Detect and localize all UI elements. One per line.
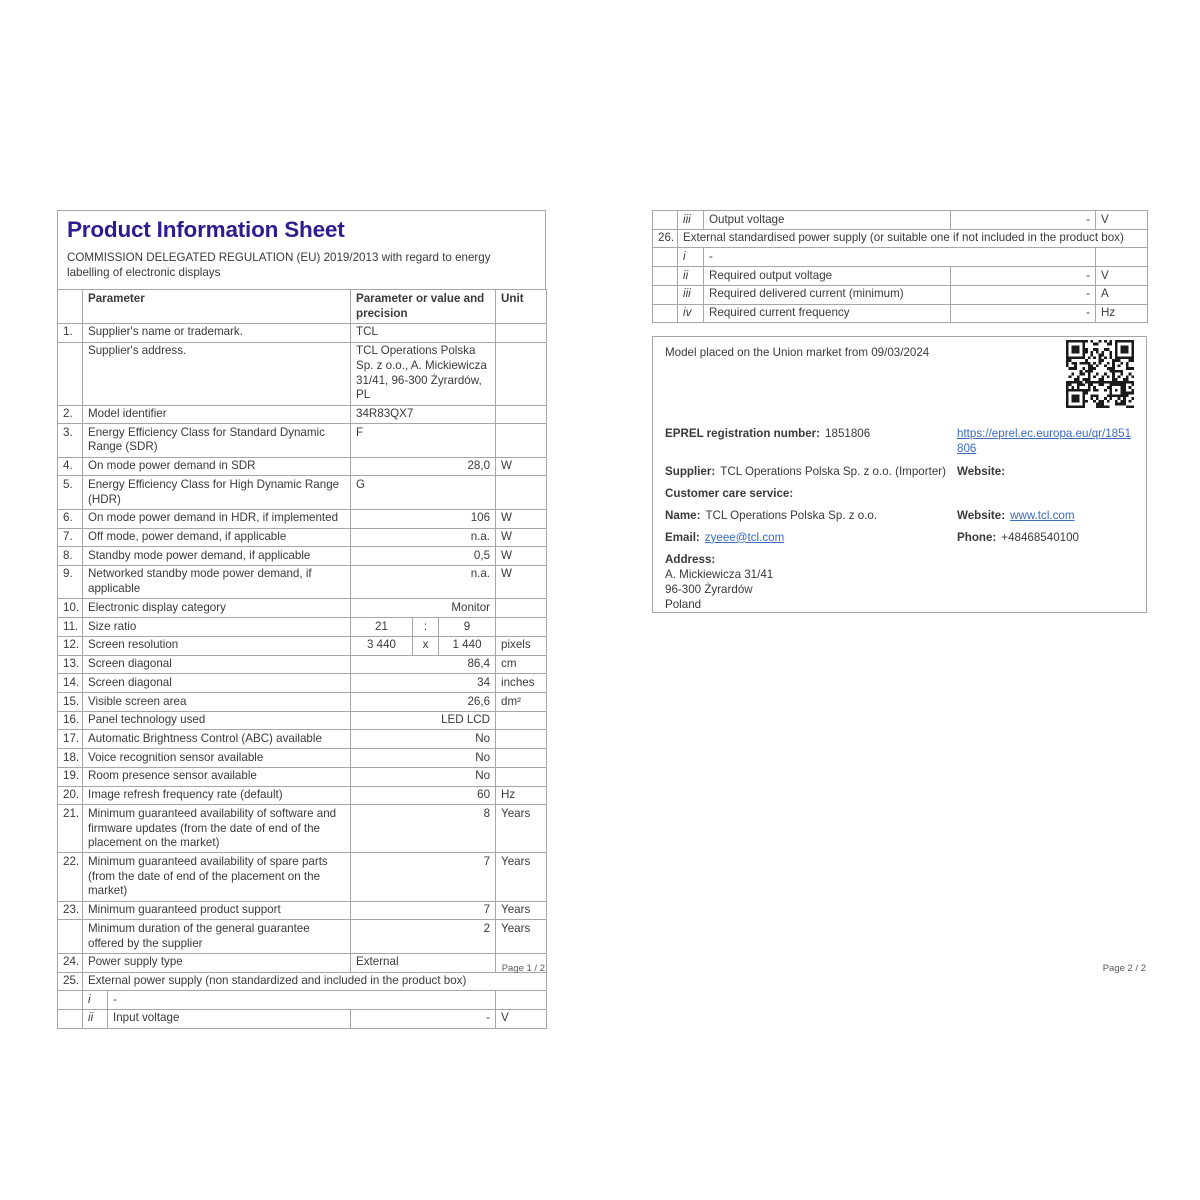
care-name-row [665,508,1134,523]
row-value: - [951,267,1096,286]
row-unit [496,476,547,509]
row-label: Minimum guaranteed product support [83,901,351,920]
row-label: Image refresh frequency rate (default) [83,786,351,805]
row-value: External [351,953,496,972]
row-unit: Years [496,901,547,920]
row-sub-number: i [83,991,108,1010]
row-label: Screen diagonal [83,674,351,693]
row-unit: W [496,457,547,476]
row-number: 6. [58,509,83,528]
row-value: 28,0 [351,457,496,476]
row-label: Power supply type [83,953,351,972]
row-value: - [951,285,1096,304]
row-label: Networked standby mode power demand, if applicable [83,565,351,598]
row-value: Monitor [351,599,496,618]
page-number-footer: Page 1 / 2 [501,963,545,974]
row-number [653,248,678,267]
row-value: - [951,211,1096,230]
row-number: 5. [58,476,83,509]
row-label: Input voltage [108,1009,351,1028]
row-number [653,211,678,230]
market-placement-line: Model placed on the Union market from 09/03/2024 [665,346,930,360]
row-unit: Years [496,920,547,953]
parameter-table-page-2 [652,210,1148,323]
row-unit: pixels [496,636,547,655]
table-row [58,636,547,655]
row-label: Output voltage [704,211,951,230]
table-row [58,528,547,547]
row-unit: W [496,509,547,528]
row-value: 34R83QX7 [351,405,496,424]
column-header-parameter: Parameter [83,290,351,323]
table-row [58,342,547,405]
row-value: LED LCD [351,711,496,730]
supplier-row [665,464,1134,479]
row-number: 17. [58,730,83,749]
table-row [58,953,547,972]
row-unit: W [496,528,547,547]
row-number: 24. [58,953,83,972]
row-number: 9. [58,565,83,598]
row-label: Visible screen area [83,693,351,712]
row-label: Automatic Brightness Control (ABC) available [83,730,351,749]
supplier-label: Supplier: [665,464,716,478]
row-value: 34 [351,674,496,693]
row-label: Minimum guaranteed availability of software and firmware updates (from the date of end of the placement on the market) [83,805,351,853]
row-unit [496,405,547,424]
row-value: TCL Operations Polska Sp. z o.o., A. Mickiewicza 31/41, 96-300 Żyrardów, PL [351,342,496,405]
row-number: 11. [58,618,83,637]
row-sub-number: iv [678,304,704,323]
row-number: 1. [58,323,83,342]
row-value: n.a. [351,565,496,598]
row-number: 8. [58,547,83,566]
table-row [58,618,547,637]
table-row [653,267,1148,286]
row-sub-number: ii [678,267,704,286]
qr-code [1066,340,1134,408]
care-website-link[interactable]: www.tcl.com [1010,508,1075,522]
row-label: Energy Efficiency Class for Standard Dynamic Range (SDR) [83,424,351,457]
row-value: 7 [351,853,496,901]
row-label-span: - [704,248,1096,267]
row-value-2: 1 440 [439,636,496,655]
address-lines [665,567,1134,613]
column-header-value: Parameter or value and precision [351,290,496,323]
row-sub-number: iii [678,285,704,304]
row-number: 4. [58,457,83,476]
row-value: F [351,424,496,457]
table-row [58,476,547,509]
row-label: Standby mode power demand, if applicable [83,547,351,566]
row-label: Minimum duration of the general guarantee offered by the supplier [83,920,351,953]
row-unit [496,767,547,786]
row-value-1: 21 [351,618,413,637]
row-value-1: 3 440 [351,636,413,655]
row-value: 86,4 [351,655,496,674]
row-number: 10. [58,599,83,618]
row-number: 14. [58,674,83,693]
row-number: 19. [58,767,83,786]
row-value: No [351,749,496,768]
row-number: 12. [58,636,83,655]
row-number: 16. [58,711,83,730]
table-row [653,285,1148,304]
row-separator: x [413,636,439,655]
row-unit: dm² [496,693,547,712]
row-value: - [951,304,1096,323]
care-email-label: Email: [665,530,700,544]
care-phone-label: Phone: [957,530,997,544]
care-email-row [665,530,1134,545]
table-row [58,599,547,618]
address-block [665,552,1134,613]
row-value: G [351,476,496,509]
address-line: A. Mickiewicza 31/41 [665,567,774,581]
row-unit: V [1096,211,1148,230]
table-row [58,565,547,598]
table-row [58,767,547,786]
column-header-blank [58,290,83,323]
table-row [58,786,547,805]
customer-care-row [665,486,1134,501]
row-number: 18. [58,749,83,768]
table-row [58,547,547,566]
row-value: n.a. [351,528,496,547]
row-number: 13. [58,655,83,674]
table-row [653,304,1148,323]
row-unit [496,730,547,749]
row-value: No [351,767,496,786]
supplier-name: TCL Operations Polska Sp. z o.o. (Importer) [720,464,946,478]
table-row [58,323,547,342]
row-number: 3. [58,424,83,457]
table-row [58,920,547,953]
row-unit: V [496,1009,547,1028]
row-number [653,285,678,304]
table-row [58,1009,547,1028]
row-label: Screen resolution [83,636,351,655]
row-number [653,304,678,323]
row-number: 2. [58,405,83,424]
table-row [653,248,1148,267]
care-name-label: Name: [665,508,701,522]
row-unit: Hz [1096,304,1148,323]
table-row [58,991,547,1010]
row-unit [496,711,547,730]
eprel-registration-link[interactable]: https://eprel.ec.europa.eu/qr/1851806 [957,427,1132,456]
row-label: On mode power demand in SDR [83,457,351,476]
row-label: Off mode, power demand, if applicable [83,528,351,547]
row-label: Electronic display category [83,599,351,618]
supplier-info-box [652,336,1147,613]
page-number-footer: Page 2 / 2 [1102,963,1146,974]
row-value: 2 [351,920,496,953]
row-label: Required output voltage [704,267,951,286]
row-number: 15. [58,693,83,712]
table-row [58,805,547,853]
page-2 [652,210,1147,974]
row-unit: cm [496,655,547,674]
row-separator: : [413,618,439,637]
table-row [58,901,547,920]
row-number: 26. [653,229,678,248]
row-number: 23. [58,901,83,920]
page-1 [57,210,546,1029]
eprel-label: EPREL registration number: [665,427,821,441]
row-label: Voice recognition sensor available [83,749,351,768]
customer-care-label: Customer care service: [665,486,794,500]
row-value: - [351,1009,496,1028]
row-label-span: - [108,991,496,1010]
row-value: 7 [351,901,496,920]
row-value: No [351,730,496,749]
table-row [653,229,1148,248]
table-row [653,211,1148,230]
row-number: 25. [58,972,83,991]
address-line: Poland [665,598,702,612]
row-number: 7. [58,528,83,547]
address-line: 96-300 Żyrardów [665,583,753,597]
care-website-label: Website: [957,508,1006,522]
row-label-span: External power supply (non standardized and included in the product box) [83,972,547,991]
table-row [58,405,547,424]
address-label: Address: [665,552,716,566]
row-unit: Years [496,805,547,853]
row-unit [496,424,547,457]
row-unit [496,749,547,768]
row-number: 21. [58,805,83,853]
row-unit: Years [496,853,547,901]
row-value-2: 9 [439,618,496,637]
table-row [58,674,547,693]
website-label: Website: [957,464,1006,478]
care-phone-value: +48468540100 [1001,530,1079,544]
row-unit: V [1096,267,1148,286]
page-title: Product Information Sheet [67,217,345,242]
row-sub-number: i [678,248,704,267]
row-value: 60 [351,786,496,805]
row-value: 8 [351,805,496,853]
row-unit [496,991,547,1010]
table-row [58,693,547,712]
row-label: Supplier's address. [83,342,351,405]
care-name-value: TCL Operations Polska Sp. z o.o. [705,508,878,522]
table-header-row [58,290,547,323]
row-unit [496,618,547,637]
row-unit [1096,248,1148,267]
row-number [58,991,83,1010]
row-number [58,920,83,953]
row-label: Panel technology used [83,711,351,730]
row-unit: W [496,547,547,566]
row-value: 106 [351,509,496,528]
care-email-link[interactable]: zyeee@tcl.com [704,530,785,544]
row-value: 26,6 [351,693,496,712]
row-unit: A [1096,285,1148,304]
row-value: 0,5 [351,547,496,566]
row-number: 20. [58,786,83,805]
row-sub-number: iii [678,211,704,230]
row-value: TCL [351,323,496,342]
row-label: Energy Efficiency Class for High Dynamic Range (HDR) [83,476,351,509]
row-number [653,267,678,286]
row-label: Required delivered current (minimum) [704,285,951,304]
row-number [58,1009,83,1028]
eprel-row [665,426,1134,456]
row-label-span: External standardised power supply (or suitable one if not included in the product box) [678,229,1148,248]
table-row [58,509,547,528]
table-row [58,457,547,476]
row-label: Model identifier [83,405,351,424]
parameter-table-page-1 [57,289,547,1028]
table-row [58,972,547,991]
row-label: Minimum guaranteed availability of spare parts (from the date of end of the placement on the market) [83,853,351,901]
row-number: 22. [58,853,83,901]
table-row [58,711,547,730]
row-label: Screen diagonal [83,655,351,674]
row-unit [496,342,547,405]
row-label: Room presence sensor available [83,767,351,786]
row-sub-number: ii [83,1009,108,1028]
row-unit: W [496,565,547,598]
table-row [58,730,547,749]
row-label: Supplier's name or trademark. [83,323,351,342]
sheet-header [57,210,546,289]
table-row [58,853,547,901]
table-row [58,749,547,768]
row-label: Required current frequency [704,304,951,323]
eprel-number: 1851806 [825,427,871,441]
row-unit [496,599,547,618]
row-unit: Hz [496,786,547,805]
row-unit: inches [496,674,547,693]
row-number [58,342,83,405]
table-row [58,655,547,674]
regulation-subtitle: COMMISSION DELEGATED REGULATION (EU) 2019/2013 with regard to energy labelling of electronic displays [67,250,491,280]
column-header-unit: Unit [496,290,547,323]
row-unit [496,323,547,342]
row-label: Size ratio [83,618,351,637]
table-row [58,424,547,457]
row-label: On mode power demand in HDR, if implemented [83,509,351,528]
